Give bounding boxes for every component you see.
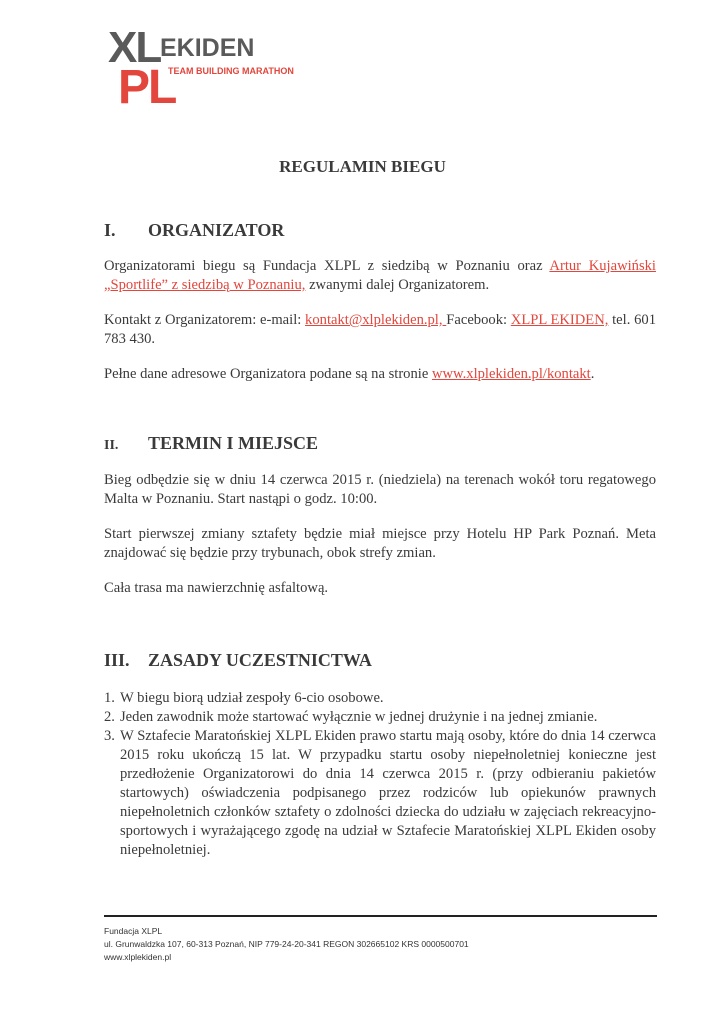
paragraph-text: Pełne dane adresowe Organizatora podane są na stronie	[104, 366, 432, 382]
list-number: 2.	[104, 709, 115, 725]
facebook-link[interactable]: XLPL EKIDEN,	[510, 312, 609, 328]
paragraph-text: .	[590, 366, 595, 382]
logo-tagline: TEAM BUILDING MARATHON	[168, 66, 294, 76]
logo-pl-text: PL	[118, 61, 176, 114]
list-number: 1.	[104, 690, 115, 706]
section-heading-zasady	[104, 650, 372, 671]
footer	[104, 925, 469, 964]
section-title: ORGANIZATOR	[148, 220, 285, 240]
section-heading-termin	[104, 433, 318, 454]
paragraph-start-finish: Start pierwszej zmiany sztafety będzie miał miejsce przy Hotelu HP Park Poznań. Meta znajdować się będzie przy trybunach, obok strefy zmian.	[104, 526, 656, 561]
list-item-text: Jeden zawodnik może startować wyłącznie w jednej drużynie i na jednej zmianie.	[120, 709, 598, 725]
footer-website: www.xlplekiden.pl	[104, 952, 172, 962]
footer-divider	[104, 915, 657, 917]
list-item	[104, 708, 656, 727]
section-title: ZASADY UCZESTNICTWA	[148, 650, 372, 670]
logo-xl-text: XL	[108, 23, 161, 72]
footer-address: ul. Grunwaldzka 107, 60-313 Poznań, NIP 779-24-20-341 REGON 302665102 KRS 0000500701	[104, 939, 469, 949]
list-number: 3.	[104, 728, 115, 744]
paragraph-text: zwanymi dalej Organizatorem.	[305, 277, 490, 293]
section-title: TERMIN I MIEJSCE	[148, 433, 319, 453]
list-item	[104, 689, 656, 708]
list-item	[104, 727, 656, 860]
paragraph-text: Facebook:	[446, 312, 511, 328]
section-number: I.	[104, 220, 116, 240]
paragraph-date: Bieg odbędzie się w dniu 14 czerwca 2015 r. (niedziela) na terenach wokół toru regatowego Malta w Poznaniu. Start nastąpi o godz. 10:00.	[104, 472, 656, 507]
section-heading-organizator	[104, 220, 284, 241]
paragraph-text: Kontakt z Organizatorem: e-mail:	[104, 312, 306, 328]
paragraph-text: Organizatorami biegu są Fundacja XLPL z siedzibą w Poznaniu oraz	[104, 258, 550, 274]
footer-org-name: Fundacja XLPL	[104, 926, 163, 936]
section-number: III.	[104, 650, 130, 670]
contact-page-link[interactable]: www.xlplekiden.pl/kontakt	[431, 366, 591, 382]
paragraph-text: tel. 601 783 430.	[104, 312, 656, 347]
list-item-text: W biegu biorą udział zespoły 6-cio osobowe.	[120, 690, 384, 706]
document-title: REGULAMIN BIEGU	[279, 157, 446, 176]
paragraph-surface: Cała trasa ma nawierzchnię asfaltową.	[104, 580, 329, 596]
xlpl-ekiden-logo	[108, 23, 308, 114]
paragraph-address	[104, 365, 656, 384]
section-number: II.	[104, 438, 119, 453]
sportlife-link[interactable]: Artur Kujawiński „Sportlife” z siedzibą w Poznaniu,	[104, 258, 656, 293]
rules-list	[104, 689, 656, 860]
paragraph-organizers	[104, 257, 656, 295]
email-link[interactable]: kontakt@xlplekiden.pl,	[305, 312, 447, 328]
list-item-text: W Sztafecie Maratońskiej XLPL Ekiden prawo startu mają osoby, które do dnia 14 czerwca 2015 roku ukończą 15 lat. W przypadku startu osoby niepełnoletniej konieczne jest przedłożenie Organizatorowi do dnia 14 czerwca 2015 r. (przy odbieraniu pakietów startowych) oświadczenia podpisanego przez rodziców lub opiekunów prawnych niepełnoletnich członków sztafety o zdolności dziecka do udziału w zajęciach rekreacyjno-sportowych i wyrażającego zgodę na udział w Sztafecie Maratońskiej XLPL Ekiden osoby niepełnoletniej.	[120, 728, 656, 858]
paragraph-contact	[104, 311, 656, 349]
logo-ekiden-text: EKIDEN	[160, 34, 255, 62]
